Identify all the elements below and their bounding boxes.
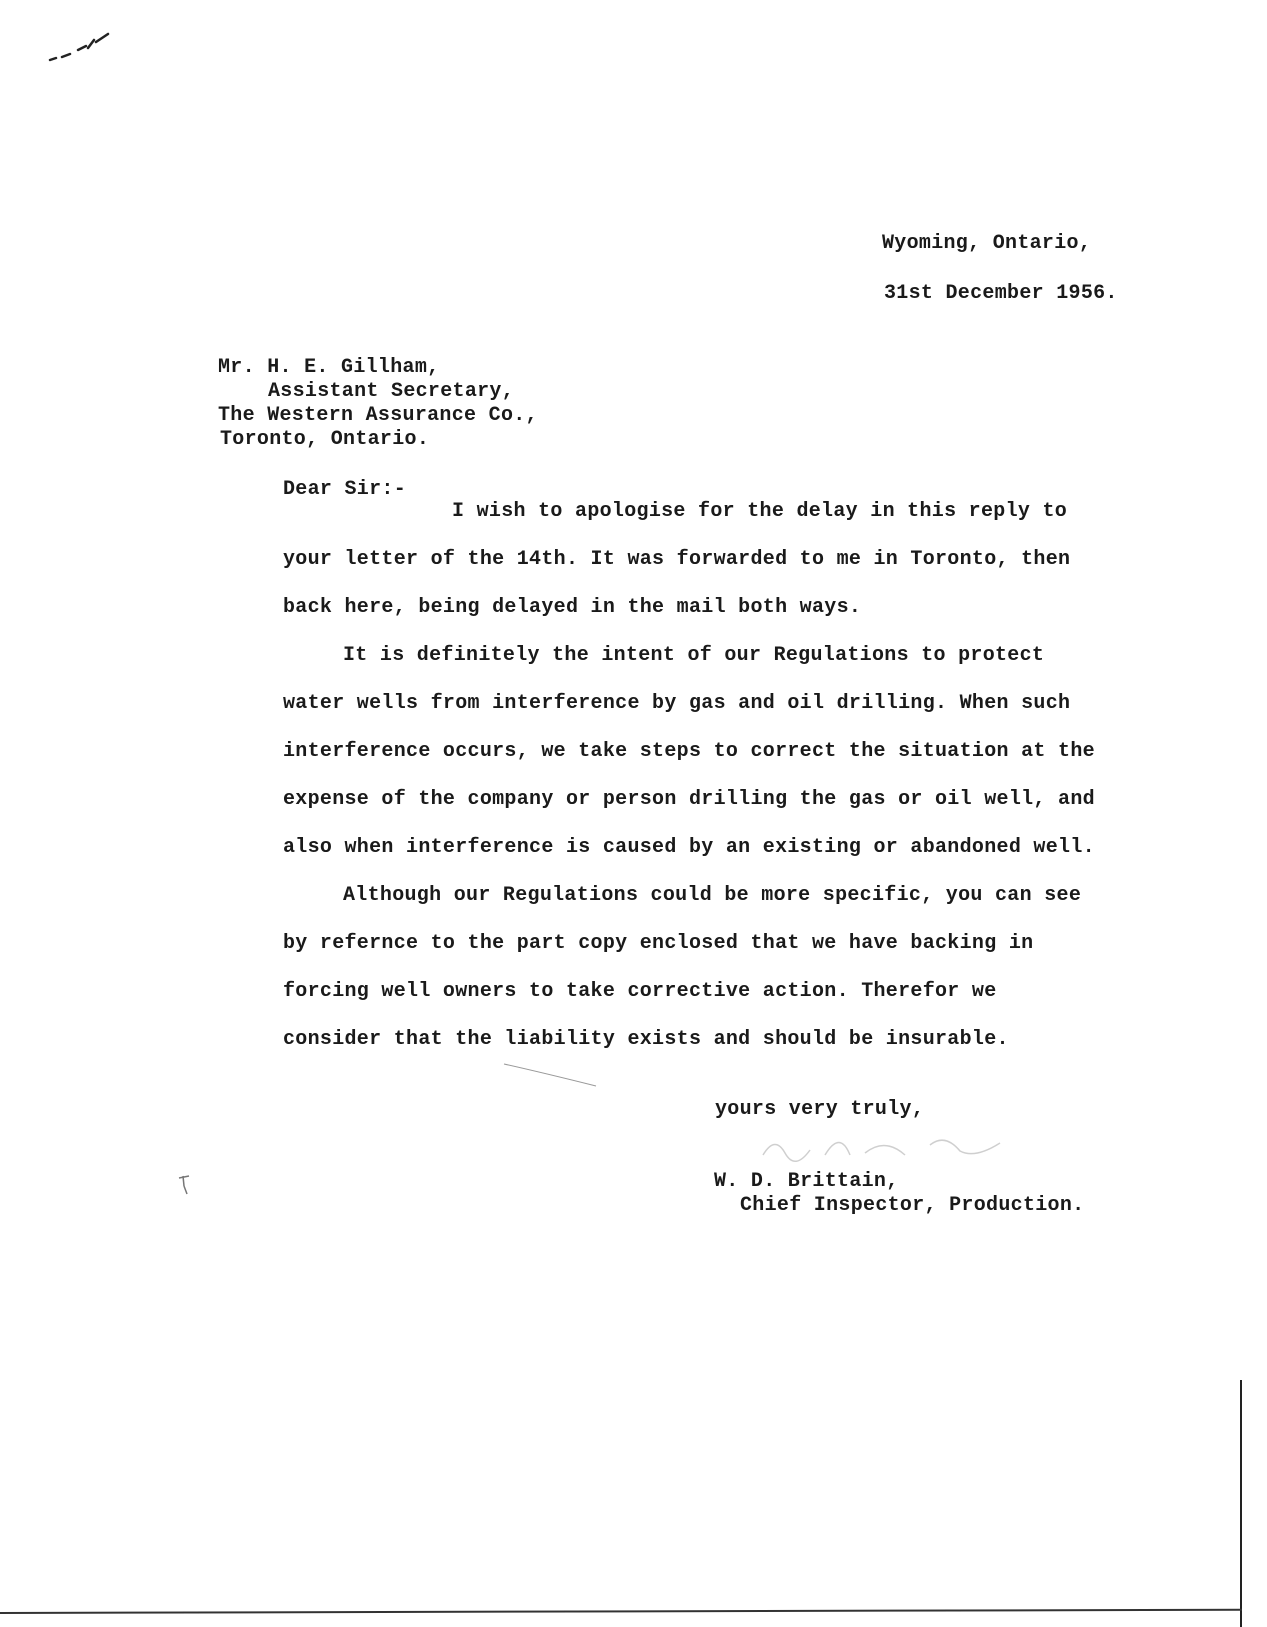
body-line: It is definitely the intent of our Regulations to protect [343, 644, 1045, 667]
body-line: I wish to apologise for the delay in this reply to [452, 500, 1068, 523]
body-line: your letter of the 14th. It was forwarded to me in Toronto, then [283, 548, 1071, 571]
body-line: water wells from interference by gas and oil drilling. When such [283, 692, 1071, 715]
body-line: consider that the liability exists and should be insurable. [283, 1028, 1009, 1051]
closing: yours very truly, [715, 1098, 925, 1121]
recipient-title: Assistant Secretary, [268, 380, 515, 403]
faint-signature [755, 1125, 1015, 1170]
signer-title: Chief Inspector, Production. [740, 1194, 1085, 1217]
body-line: also when interference is caused by an existing or abandoned well. [283, 836, 1095, 859]
salutation: Dear Sir:- [283, 478, 407, 501]
body-line: Although our Regulations could be more specific, you can see [343, 884, 1082, 907]
page-edge-right [1240, 1380, 1242, 1627]
recipient-company: The Western Assurance Co., [218, 404, 538, 427]
recipient-city: Toronto, Ontario. [220, 428, 430, 451]
letter-place: Wyoming, Ontario, [882, 232, 1092, 255]
body-line: forcing well owners to take corrective action. Therefor we [283, 980, 997, 1003]
body-line: interference occurs, we take steps to correct the situation at the [283, 740, 1095, 763]
scan-speck-top-left [48, 30, 118, 65]
body-line: back here, being delayed in the mail both ways. [283, 596, 862, 619]
body-line: by refernce to the part copy enclosed that we have backing in [283, 932, 1034, 955]
signer-name: W. D. Brittain, [714, 1170, 899, 1193]
scan-speck-left [175, 1172, 195, 1196]
page-edge-bottom [0, 1609, 1242, 1614]
scan-smudge-mid [500, 1058, 600, 1088]
body-line: expense of the company or person drilling the gas or oil well, and [283, 788, 1095, 811]
letter-date: 31st December 1956. [884, 282, 1118, 305]
recipient-name: Mr. H. E. Gillham, [218, 356, 440, 379]
